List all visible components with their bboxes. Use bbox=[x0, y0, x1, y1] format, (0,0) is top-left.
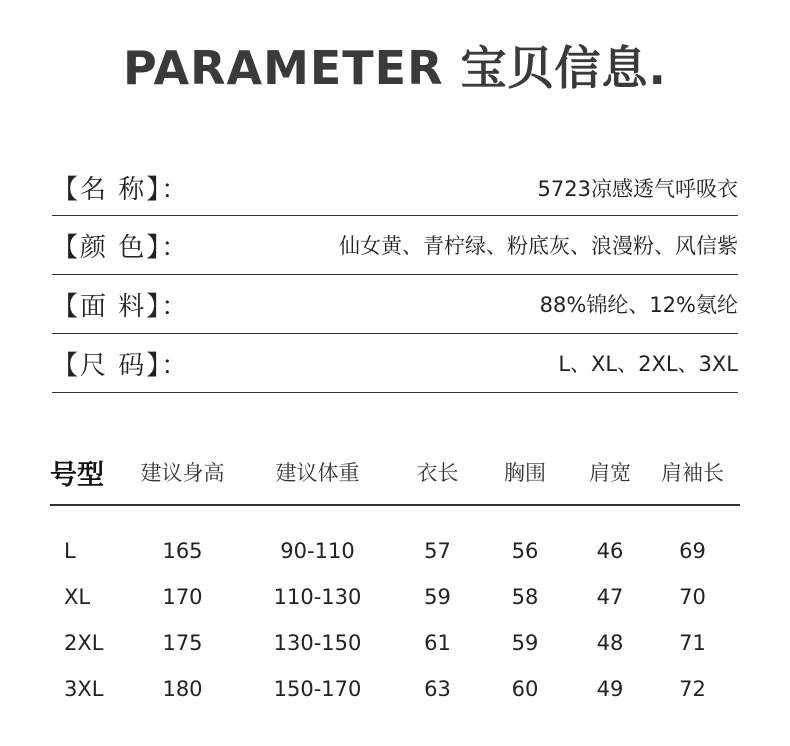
parameter-list bbox=[52, 160, 738, 393]
param-label: 【名 称】： bbox=[52, 175, 190, 205]
table-cell: 165 bbox=[162, 539, 203, 563]
table-header-cell: 衣长 bbox=[400, 440, 475, 505]
table-row bbox=[50, 666, 740, 712]
table-row bbox=[50, 620, 740, 666]
page-title: PARAMETER 宝贝信息. bbox=[122, 41, 668, 95]
table-cell: 175 bbox=[162, 631, 203, 655]
table-header-cell: 建议体重 bbox=[235, 440, 400, 505]
table-cell: 180 bbox=[162, 677, 203, 701]
table-cell: 59 bbox=[511, 631, 539, 655]
table-header-cell: 建议身高 bbox=[130, 440, 235, 505]
table-cell: 49 bbox=[596, 677, 624, 701]
table-header-row bbox=[50, 440, 740, 505]
param-row-size bbox=[52, 334, 738, 393]
table-row bbox=[50, 505, 740, 574]
table-cell: 3XL bbox=[64, 677, 104, 701]
table-cell: 56 bbox=[511, 539, 539, 563]
table-cell: 58 bbox=[511, 585, 539, 609]
param-value: 5723凉感透气呼吸衣 bbox=[537, 176, 738, 201]
table-cell: 60 bbox=[511, 677, 539, 701]
table-cell: XL bbox=[64, 585, 91, 609]
table-cell: 71 bbox=[679, 631, 706, 655]
param-label: 【颜 色】： bbox=[52, 232, 190, 263]
table-cell: L bbox=[64, 539, 76, 563]
table-cell: 2XL bbox=[64, 631, 104, 655]
table-header-cell: 号型 bbox=[50, 440, 130, 505]
table-header-cell: 肩袖长 bbox=[645, 440, 740, 505]
table-cell: 69 bbox=[679, 539, 706, 563]
table-cell: 72 bbox=[679, 677, 706, 701]
param-row-fabric bbox=[52, 275, 738, 334]
param-row-name bbox=[52, 160, 738, 216]
param-value: L、XL、2XL、3XL bbox=[558, 352, 738, 376]
table-cell: 59 bbox=[424, 585, 451, 609]
table-cell: 70 bbox=[679, 585, 706, 609]
table-cell: 170 bbox=[162, 585, 203, 609]
param-label: 【面 料】： bbox=[52, 291, 190, 322]
table-cell: 47 bbox=[596, 585, 624, 609]
table-cell: 48 bbox=[596, 631, 624, 655]
table-cell: 90-110 bbox=[280, 539, 355, 563]
param-value: 仙女黄、青柠绿、粉底灰、浪漫粉、风信紫 bbox=[339, 234, 738, 258]
table-header-cell: 肩宽 bbox=[575, 440, 645, 505]
param-label: 【尺 码】： bbox=[52, 350, 190, 381]
table-cell: 63 bbox=[424, 677, 451, 701]
param-value: 88%锦纶、12%氨纶 bbox=[539, 293, 738, 317]
table-cell: 46 bbox=[596, 539, 624, 563]
table-cell: 150-170 bbox=[273, 677, 362, 701]
table-cell: 130-150 bbox=[273, 631, 362, 655]
param-row-color bbox=[52, 216, 738, 275]
table-cell: 61 bbox=[424, 631, 451, 655]
table-header-cell: 胸围 bbox=[475, 440, 575, 505]
table-cell: 57 bbox=[424, 539, 451, 563]
table-cell: 110-130 bbox=[273, 585, 362, 609]
table-row bbox=[50, 574, 740, 620]
size-chart-table bbox=[50, 440, 740, 712]
